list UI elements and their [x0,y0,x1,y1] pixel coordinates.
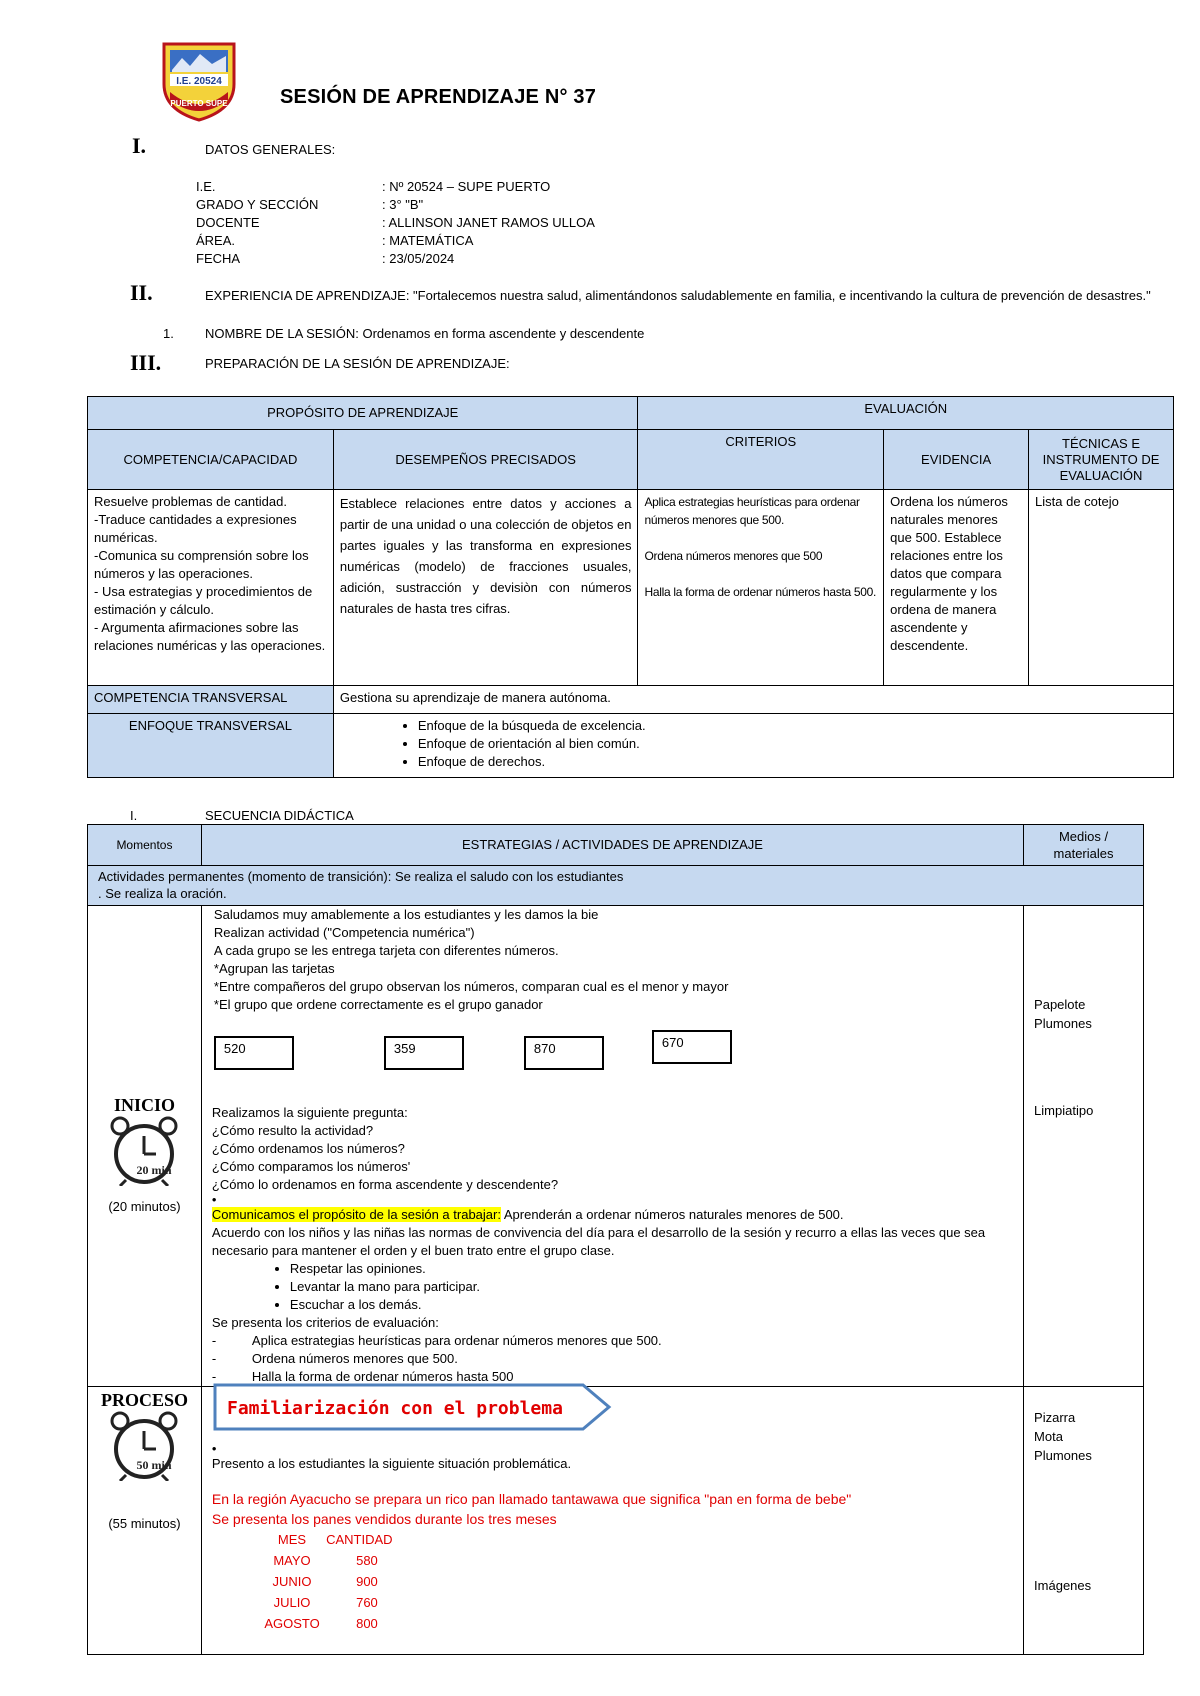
number-card: 520 [214,1036,294,1070]
criterio-item: Ordena números menores que 500 [644,549,823,563]
enfoque-list [340,717,1167,771]
banner-text: Familiarización con el problema [227,1398,563,1419]
general-value: : MATEMÁTICA [382,233,474,248]
sales-qty: 900 [356,1574,378,1589]
sub-number: 1. [163,326,174,341]
competencia-line: Resuelve problemas de cantidad. [94,494,287,509]
number-card: 670 [652,1030,732,1064]
question-line: ¿Cómo ordenamos los números? [211,1141,405,1156]
inicio-clock-text: 20 min [136,1163,172,1177]
inicio-clock [88,1096,201,1186]
medio-item: Imágenes [1034,1578,1092,1593]
desempeno-cell: Establece relaciones entre datos y acciones a partir de una unidad o una colección de objetos en partes iguales y las transforma en expresiones numéricas (modelo) de fracciones usuales, adición, sustracción y devisiòn con números naturales de hasta tres cifras. [333,490,638,686]
sales-month: JUNIO [272,1574,312,1589]
school-logo-icon [160,40,238,122]
familiarizacion-banner [213,1383,613,1434]
header-evidencia: EVIDENCIA [884,430,1029,490]
medio-item: Papelote [1034,997,1086,1012]
header-evaluacion: EVALUACIÓN [638,397,1174,430]
preparation-table [87,396,1174,778]
medio-item: Plumones [1034,1016,1092,1031]
section-title: PREPARACIÓN DE LA SESIÓN DE APRENDIZAJE: [205,356,510,371]
sales-qty: 800 [356,1616,378,1631]
evidencia-cell: Ordena los números naturales menores que 500. Establece relaciones entre los datos que compara regularmente y los ordena de manera ascendente y descendente. [884,490,1029,686]
activity-line: *Agrupan las tarjetas [213,961,335,976]
permanent-activities [88,866,1144,906]
tecnica-cell: Lista de cotejo [1029,490,1174,686]
section-number: I. [132,133,147,158]
proposito-line [212,1206,1013,1224]
medio-item: Plumones [1034,1448,1092,1463]
page-title: SESIÓN DE APRENDIZAJE N° 37 [280,86,597,108]
general-label: FECHA [196,251,241,266]
number-card: 359 [384,1036,464,1070]
arrow-banner-shape [213,1383,613,1431]
norma-item: • Levantar la mano para participar. [290,1278,1013,1296]
question-line: ¿Cómo lo ordenamos en forma ascendente y descendente? [211,1177,559,1192]
general-label: GRADO Y SECCIÓN [196,197,319,212]
logo-text-bottom: PUERTO SUPE [170,99,228,108]
alarm-clock-icon [104,1114,184,1186]
header-criterios: CRITERIOS [638,430,884,490]
number-card: 870 [524,1036,604,1070]
problem-line: En la región Ayacucho se prepara un rico pan llamado tantawawa que significa "pan en forma de bebe" [211,1491,852,1507]
medio-item: Pizarra [1034,1410,1076,1425]
sales-header: CANTIDAD [326,1532,393,1547]
sequence-table [87,824,1144,1655]
activity-line: Saludamos muy amablemente a los estudiantes y les damos la bie [213,907,599,922]
general-data [196,178,595,268]
sales-month: MAYO [273,1553,311,1568]
general-label: DOCENTE [196,215,260,230]
school-logo [160,40,238,122]
logo-text-top: I.E. 20524 [176,76,222,87]
proceso-clock [88,1391,201,1481]
bullet-mark: • [211,1441,217,1456]
inicio-moment [88,906,202,1387]
sales-month: JULIO [273,1595,311,1610]
proceso-label: PROCESO [100,1390,188,1410]
general-value: : Nº 20524 – SUPE PUERTO [382,179,551,194]
enfoque-item: • Enfoque de derechos. [418,753,1167,771]
session-name: NOMBRE DE LA SESIÓN: Ordenamos en forma ascendente y descendente [205,326,645,341]
comp-transversal-label: COMPETENCIA TRANSVERSAL [88,686,334,714]
sales-qty: 580 [356,1553,378,1568]
header-proposito: PROPÓSITO DE APRENDIZAJE [88,397,638,430]
proceso-clock-text: 50 min [136,1458,172,1472]
comp-transversal-value: Gestiona su aprendizaje de manera autónoma. [333,686,1173,714]
general-label: ÁREA. [196,233,236,248]
criterios-cell [638,490,884,686]
proceso-time: (55 minutos) [108,1516,181,1531]
activity-line: *El grupo que ordene correctamente es el grupo ganador [213,997,543,1012]
section-title: DATOS GENERALES: [205,142,336,157]
problem-line: Se presenta los panes vendidos durante los tres meses [211,1511,557,1527]
enfoque-item: • Enfoque de orientación al bien común. [418,735,1167,753]
acuerdo-text: Acuerdo con los niños y las niñas las normas de convivencia del día para el desarrollo de la sesión y recurro a ellas las veces que sea necesario para mantener el orden y el buen trato entre el grupo clase. [211,1225,986,1258]
activity-line: A cada grupo se les entrega tarjeta con diferentes números. [213,943,559,958]
bullet-mark: • [211,1192,217,1207]
header-momentos: Momentos [88,825,202,866]
section-number: I. [130,808,138,823]
question-line: ¿Cómo comparamos los números' [211,1159,411,1174]
criterio-item: Aplica estrategias heurísticas para ordenar números menores que 500. [644,495,860,527]
general-value: : ALLINSON JANET RAMOS ULLOA [382,215,595,230]
question-line: Realizamos la siguiente pregunta: [211,1105,408,1120]
proposito-label: Comunicamos el propósito de la sesión a trabajar: [211,1207,501,1222]
intro-line: Presento a los estudiantes la siguiente situación problemática. [211,1456,572,1471]
criterio-line: Ordena números menores que 500. [251,1351,458,1366]
proceso-medios [1024,1387,1144,1655]
general-value: : 23/05/2024 [382,251,455,266]
header-competencia: COMPETENCIA/CAPACIDAD [88,430,334,490]
general-value: : 3° "B" [382,197,424,212]
proposito-text: Aprenderán a ordenar números naturales menores de 500. [500,1207,844,1222]
question-line: ¿Cómo resulto la actividad? [211,1123,374,1138]
criterio-line: Halla la forma de ordenar números hasta 500 [251,1369,514,1384]
criterio-line: Aplica estrategias heurísticas para ordenar números menores que 500. [251,1333,662,1348]
normas-list [212,1260,1013,1314]
proceso-moment [88,1387,202,1655]
competencia-line: -Traduce cantidades a expresiones numéricas. [94,512,297,545]
norma-item: • Respetar las opiniones. [290,1260,1013,1278]
activity-line: *Entre compañeros del grupo observan los números, comparan cual es el menor y mayor [213,979,729,994]
norma-item: • Escuchar a los demás. [290,1296,1013,1314]
enfoque-item: • Enfoque de la búsqueda de excelencia. [418,717,1167,735]
competencia-cell [88,490,334,686]
enfoque-label: ENFOQUE TRANSVERSAL [88,714,334,778]
section-title: SECUENCIA DIDÁCTICA [205,808,354,823]
sales-month: AGOSTO [264,1616,320,1631]
sales-qty: 760 [356,1595,378,1610]
competencia-line: -Comunica su comprensión sobre los números y las operaciones. [94,548,309,581]
alarm-clock-icon [104,1409,184,1481]
medio-item: Limpiatipo [1034,1103,1094,1118]
medio-item: Mota [1034,1429,1063,1444]
sales-header: MES [277,1532,307,1547]
permanent-line: Actividades permanentes (momento de transición): Se realiza el saludo con los estudiantes [98,869,624,884]
permanent-line: . Se realiza la oración. [98,886,227,901]
section-number: III. [130,350,162,375]
inicio-medios [1024,906,1144,1387]
inicio-time: (20 minutos) [108,1199,181,1214]
section-number: II. [130,280,153,305]
enfoque-cell [333,714,1173,778]
experiencia-text: EXPERIENCIA DE APRENDIZAJE: "Fortalecemos nuestra salud, alimentándonos saludablemente en familia, e incentivando la cultura de prevención de desastres." [205,288,1151,303]
criterio-item: Halla la forma de ordenar números hasta 500. [644,585,877,599]
sales-table [264,1529,399,1634]
criterios-intro: Se presenta los criterios de evaluación: [211,1315,439,1330]
competencia-line: - Usa estrategias y procedimientos de estimación y cálculo. [94,584,313,617]
header-medios: Medios / materiales [1024,825,1144,866]
header-estrategias: ESTRATEGIAS / ACTIVIDADES DE APRENDIZAJE [201,825,1023,866]
general-label: I.E. [196,179,216,194]
activity-line: Realizan actividad ("Competencia numérica") [213,925,475,940]
header-tecnicas: TÉCNICAS E INSTRUMENTO DE EVALUACIÓN [1029,430,1174,490]
header-desempenos: DESEMPEÑOS PRECISADOS [333,430,638,490]
competencia-line: - Argumenta afirmaciones sobre las relaciones numéricas y las operaciones. [94,620,326,653]
inicio-activities: Saludamos muy amablemente a los estudiantes y les damos la bie Realizan actividad ("Competencia numérica") A cada grupo se les entrega tarjeta con diferentes números. *Agrupan las tarjetas *Entre compañeros del grupo observan los números, comparan cual es el menor y mayor *El grupo que ordene correctamente es el grupo ganador 520 359 870 670 Realizamos la siguiente pregunta: ¿Cómo resulto la actividad? ¿Cómo ordenamos los números? ¿Cómo comparamos los números' ¿Cómo lo ordenamos en forma ascendente y descendente? • Comunicamos el propósito de la sesión a trabajar: Aprenderán a ordenar números naturales menores de 500. Acuerdo con los niños y las niñas las normas de convivencia del día para el desarrollo de la sesión y recurro a ellas las veces que sea necesario para mantener el orden y el buen trato entre el grupo clase. • Respetar las opiniones. • Levantar la mano para participar. • Escuchar a los demás. Se presenta los criterios de evaluación: - Aplica estrategias heurísticas para ordenar números menores que 500. - Ordena números menores que 500. - Halla la forma de ordenar números hasta 500 [201,906,1023,1387]
inicio-label: INICIO [113,1095,175,1115]
